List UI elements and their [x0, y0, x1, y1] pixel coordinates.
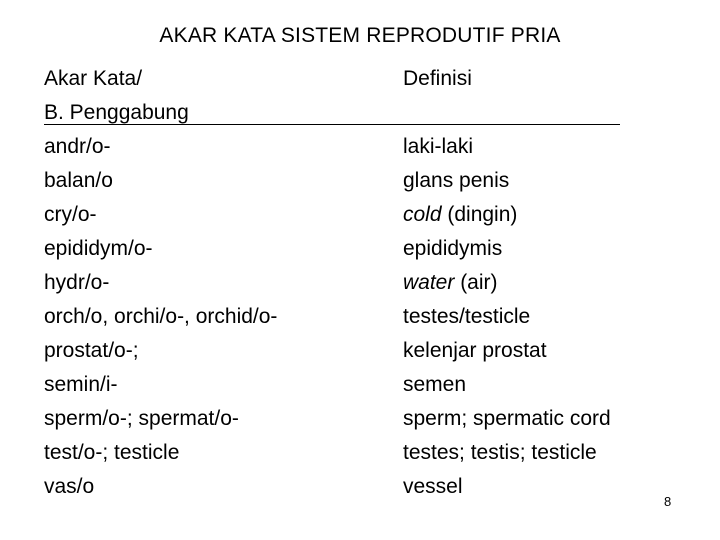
root-row: sperm/o-; spermat/o- [44, 407, 239, 430]
page-number: 8 [664, 494, 672, 509]
definition-row: glans penis [403, 169, 510, 192]
definition-row: laki-laki [403, 135, 474, 158]
definition-row: sperm; spermatic cord [403, 407, 611, 430]
root-row: hydr/o- [44, 271, 110, 294]
root-row: cry/o- [44, 203, 97, 226]
definition-row: testes/testicle [403, 305, 531, 328]
definition-italic-term: cold [403, 203, 442, 226]
root-row: orch/o, orchi/o-, orchid/o- [44, 305, 278, 328]
root-row: vas/o [44, 475, 95, 498]
root-row: andr/o- [44, 135, 111, 158]
root-row: semin/i- [44, 373, 118, 396]
definition-row [403, 198, 693, 232]
header-root-line2: B. Penggabung [44, 101, 189, 124]
root-row: epididym/o- [44, 237, 153, 260]
definition-translation: (dingin) [441, 203, 518, 226]
definition-row: semen [403, 373, 467, 396]
definition-italic-term: water [403, 271, 455, 294]
page-title: AKAR KATA SISTEM REPRODUTIF PRIA [159, 24, 561, 47]
definition-translation: (air) [454, 271, 498, 294]
definition-row [403, 266, 693, 300]
definition-column [403, 62, 693, 504]
header-definition: Definisi [403, 67, 472, 90]
definition-row: kelenjar prostat [403, 339, 547, 362]
definition-row: vessel [403, 475, 463, 498]
root-row: balan/o [44, 169, 113, 192]
header-root-line1: Akar Kata/ [44, 67, 143, 90]
definition-row: testes; testis; testicle [403, 441, 597, 464]
definition-row: epididymis [403, 237, 503, 260]
root-row: prostat/o-; [44, 339, 139, 362]
root-column [44, 62, 384, 504]
header-spacer [403, 96, 693, 130]
root-row: test/o-; testicle [44, 441, 180, 464]
